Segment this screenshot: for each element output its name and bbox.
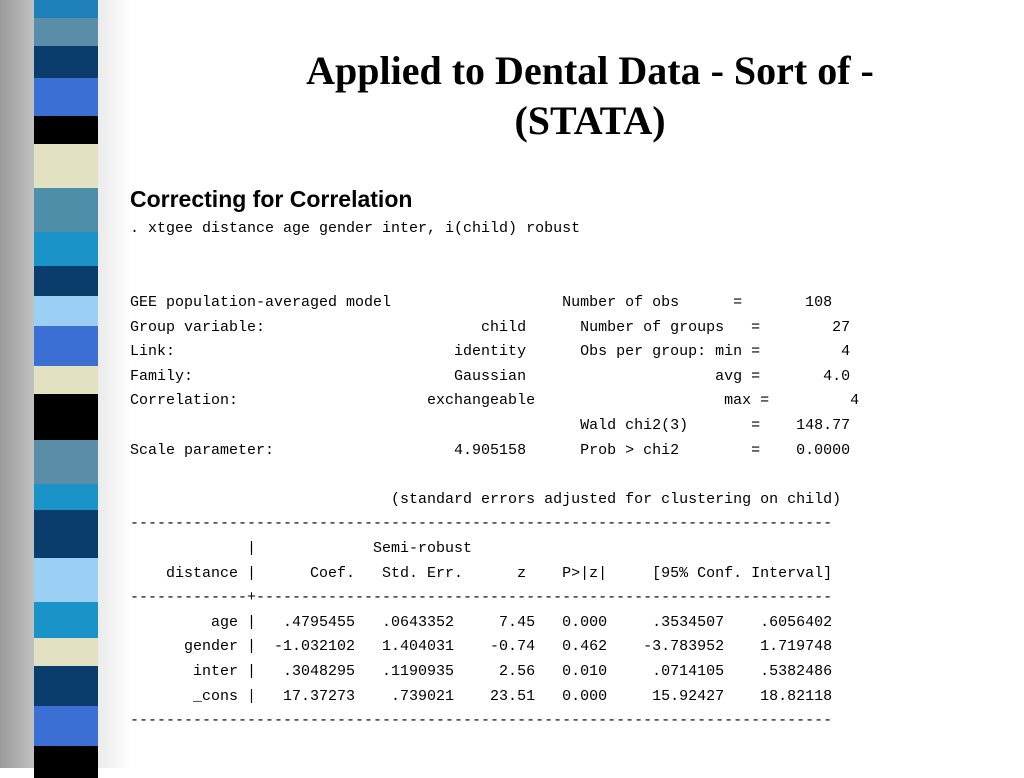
- stripe-segment: [34, 666, 98, 706]
- stripe-segment: [34, 116, 98, 144]
- stripe-segment: [34, 706, 98, 746]
- output-line: GEE population-averaged model Number of obs = 108: [130, 294, 833, 311]
- output-line: ------------------------------------------------------------------------------: [130, 515, 833, 533]
- output-line: | Semi-robust: [130, 539, 473, 557]
- decorative-stripe-bar: [34, 0, 98, 768]
- stripe-segment: [34, 558, 98, 602]
- stripe-segment: [34, 638, 98, 666]
- stata-command: . xtgee distance age gender inter, i(child) robust: [130, 220, 581, 237]
- output-line: Group variable: child Number of groups = 27: [130, 318, 851, 336]
- output-line: _cons | 17.37273 .739021 23.51 0.000 15.92427 18.82118: [130, 687, 833, 705]
- stripe-segment: [34, 602, 98, 638]
- slide-subtitle: Correcting for Correlation: [130, 186, 413, 212]
- output-line: Link: identity Obs per group: min = 4: [130, 343, 851, 361]
- output-line: Scale parameter: 4.905158 Prob > chi2 = 0.0000: [130, 441, 851, 459]
- stripe-segment: [34, 0, 98, 18]
- stripe-segment: [34, 18, 98, 46]
- stripe-segment: [34, 484, 98, 510]
- output-line: ------------------------------------------------------------------------------: [130, 712, 833, 730]
- stripe-segment: [34, 326, 98, 366]
- output-line: -------------+----------------------------------------------------------------: [130, 589, 833, 607]
- stripe-segment: [34, 296, 98, 326]
- output-line: (standard errors adjusted for clustering on child): [130, 490, 842, 508]
- stata-output: [130, 291, 859, 734]
- output-line: [130, 463, 859, 488]
- stripe-segment: [34, 746, 98, 778]
- output-line: Correlation: exchangeable max = 4: [130, 392, 860, 410]
- stripe-segment: [34, 144, 98, 188]
- stripe-segment: [34, 78, 98, 116]
- stripe-segment: [34, 394, 98, 440]
- slide-title-line-2: (STATA): [514, 98, 666, 143]
- slide-title-line-1: Applied to Dental Data - Sort of -: [306, 48, 874, 93]
- stripe-segment: [34, 266, 98, 296]
- stripe-segment: [34, 46, 98, 78]
- output-line: age | .4795455 .0643352 7.45 0.000 .3534507 .6056402: [130, 613, 833, 631]
- output-line: Wald chi2(3) = 148.77: [130, 416, 851, 434]
- stripe-segment: [34, 440, 98, 484]
- output-line: gender | -1.032102 1.404031 -0.74 0.462 -3.783952 1.719748: [130, 638, 833, 656]
- stripe-segment: [34, 232, 98, 266]
- output-line: distance | Coef. Std. Err. z P>|z| [95% Conf. Interval]: [130, 564, 833, 582]
- output-line: Family: Gaussian avg = 4.0: [130, 367, 851, 385]
- output-line: inter | .3048295 .1190935 2.56 0.010 .0714105 .5382486: [130, 662, 833, 680]
- stripe-segment: [34, 366, 98, 394]
- slide-title: [150, 46, 1024, 146]
- stripe-segment: [34, 188, 98, 232]
- stripe-segment: [34, 510, 98, 558]
